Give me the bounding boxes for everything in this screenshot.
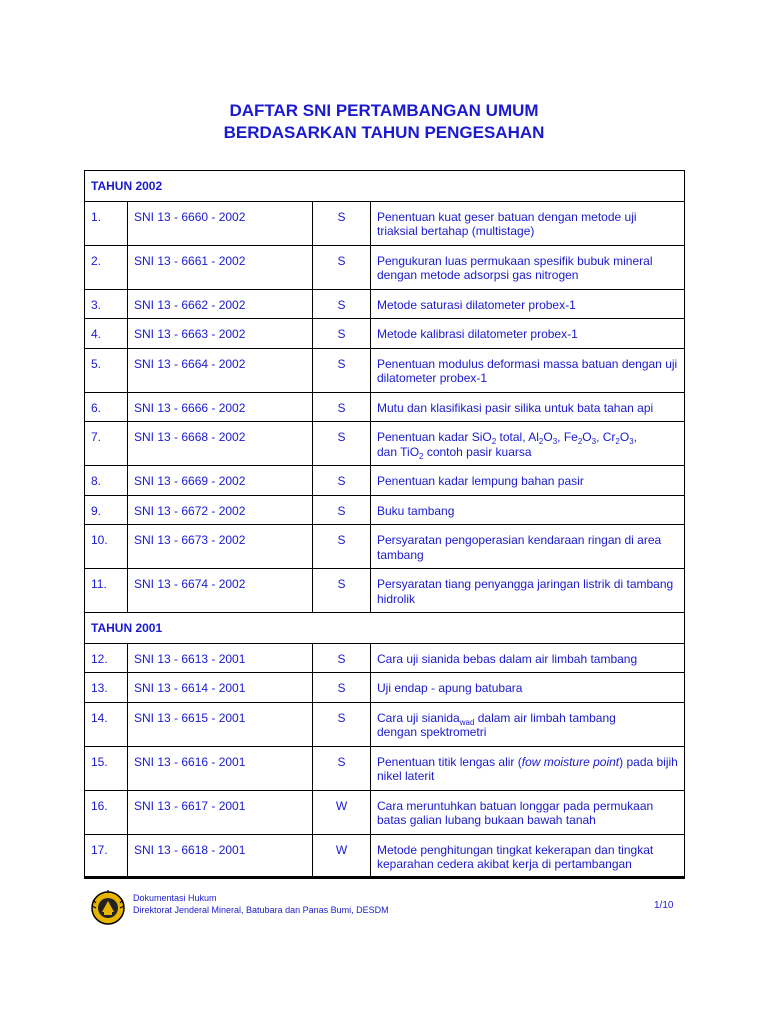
title-line-1: DAFTAR SNI PERTAMBANGAN UMUM: [229, 101, 539, 120]
sni-description: [371, 702, 685, 746]
sni-code: SNI 13 - 6666 - 2002: [128, 392, 313, 422]
row-number: 11.: [85, 569, 128, 613]
sni-code: SNI 13 - 6662 - 2002: [128, 289, 313, 319]
section-heading: TAHUN 2002: [85, 171, 685, 202]
sni-type: S: [313, 525, 371, 569]
table-row: [85, 643, 685, 673]
row-number: 12.: [85, 643, 128, 673]
desc-text: total, Al: [496, 430, 539, 444]
table-row: [85, 348, 685, 392]
sni-code: SNI 13 - 6617 - 2001: [128, 790, 313, 834]
section-header-2002: [85, 171, 685, 202]
row-number: 16.: [85, 790, 128, 834]
row-number: 6.: [85, 392, 128, 422]
section-heading: TAHUN 2001: [85, 613, 685, 644]
sni-code: SNI 13 - 6673 - 2002: [128, 525, 313, 569]
row-number: 8.: [85, 466, 128, 496]
desc-text: contoh pasir kuarsa: [423, 444, 532, 459]
sni-code: SNI 13 - 6615 - 2001: [128, 702, 313, 746]
sni-description: [371, 746, 685, 790]
title-line-2: BERDASARKAN TAHUN PENGESAHAN: [223, 123, 545, 142]
sni-type: S: [313, 643, 371, 673]
desc-text: dan TiO: [377, 444, 420, 459]
footer-department: Dokumentasi Hukum: [133, 893, 217, 903]
table-row: [85, 834, 685, 878]
desc-emphasis: fow moisture point: [521, 754, 620, 769]
sni-description: Pengukuran luas permukaan spesifik bubuk mineral dengan metode adsorpsi gas nitrogen: [371, 245, 685, 289]
row-number: 17.: [85, 834, 128, 878]
table-row: [85, 525, 685, 569]
table-row: [85, 673, 685, 703]
sni-description: Cara meruntuhkan batuan longgar pada permukaan batas galian lubang bukaan bawah tanah: [371, 790, 685, 834]
sni-type: S: [313, 245, 371, 289]
sni-description: Mutu dan klasifikasi pasir silika untuk bata tahan api: [371, 392, 685, 422]
sni-code: SNI 13 - 6663 - 2002: [128, 319, 313, 349]
section-header-2001: [85, 613, 685, 644]
desc-text: O: [543, 430, 553, 444]
desc-subscript: 3: [591, 437, 597, 446]
sni-description: Metode penghitungan tingkat kekerapan dan tingkat keparahan cedera akibat kerja di pertambangan: [371, 834, 685, 878]
row-number: 2.: [85, 245, 128, 289]
table-row: [85, 289, 685, 319]
sni-type: S: [313, 569, 371, 613]
table-row: [85, 746, 685, 790]
sni-description: [371, 422, 685, 466]
desc-text: , Fe: [557, 430, 578, 444]
desc-subscript: 2: [419, 451, 424, 461]
sni-description: Penentuan kuat geser batuan dengan metode uji triaksial bertahap (multistage): [371, 201, 685, 245]
sni-type: W: [313, 834, 371, 878]
desc-text: O: [582, 430, 592, 444]
desc-text: O: [619, 430, 630, 444]
sni-type: S: [313, 319, 371, 349]
sni-type: S: [313, 201, 371, 245]
desc-subscript: 2: [491, 437, 497, 446]
sni-description: Metode saturasi dilatometer probex-1: [371, 289, 685, 319]
page-number: 1/10: [654, 900, 674, 911]
sni-code: SNI 13 - 6616 - 2001: [128, 746, 313, 790]
row-number: 9.: [85, 495, 128, 525]
desc-subscript: 2: [577, 437, 583, 446]
sni-description: Persyaratan pengoperasian kendaraan ringan di area tambang: [371, 525, 685, 569]
sni-description: Persyaratan tiang penyangga jaringan listrik di tambang hidrolik: [371, 569, 685, 613]
sni-type: S: [313, 702, 371, 746]
sni-description: Uji endap - apung batubara: [371, 673, 685, 703]
desc-text: , Cr: [596, 430, 616, 444]
sni-code: SNI 13 - 6672 - 2002: [128, 495, 313, 525]
row-number: 5.: [85, 348, 128, 392]
table-row: [85, 495, 685, 525]
ministry-emblem-icon: [90, 890, 126, 926]
sni-type: S: [313, 348, 371, 392]
table-row: [85, 392, 685, 422]
sni-type: S: [313, 673, 371, 703]
table-row: [85, 422, 685, 466]
row-number: 14.: [85, 702, 128, 746]
footer-divider: [84, 876, 684, 878]
row-number: 1.: [85, 201, 128, 245]
row-number: 10.: [85, 525, 128, 569]
sni-type: S: [313, 466, 371, 496]
desc-text: ) pada bijih nikel laterit: [377, 754, 678, 783]
sni-code: SNI 13 - 6668 - 2002: [128, 422, 313, 466]
sni-description: Metode kalibrasi dilatometer probex-1: [371, 319, 685, 349]
sni-type: S: [313, 746, 371, 790]
sni-code: SNI 13 - 6661 - 2002: [128, 245, 313, 289]
sni-code: SNI 13 - 6618 - 2001: [128, 834, 313, 878]
desc-subscript: 3: [552, 437, 558, 446]
footer-directorate: Direktorat Jenderal Mineral, Batubara dan Panas Bumi, DESDM: [133, 905, 389, 915]
desc-subscript: 2: [615, 437, 620, 446]
desc-text: dalam air limbah tambang: [474, 710, 616, 725]
sni-code: SNI 13 - 6669 - 2002: [128, 466, 313, 496]
sni-code: SNI 13 - 6614 - 2001: [128, 673, 313, 703]
desc-text: Penentuan titik lengas alir (: [377, 754, 522, 769]
row-number: 4.: [85, 319, 128, 349]
desc-subscript: 3: [629, 437, 634, 446]
row-number: 13.: [85, 673, 128, 703]
row-number: 3.: [85, 289, 128, 319]
sni-description: Penentuan modulus deformasi massa batuan dengan uji dilatometer probex-1: [371, 348, 685, 392]
table-row: [85, 702, 685, 746]
desc-text: dengan spektrometri: [377, 725, 487, 739]
sni-code: SNI 13 - 6660 - 2002: [128, 201, 313, 245]
desc-text: ,: [633, 430, 638, 444]
sni-type: S: [313, 392, 371, 422]
row-number: 7.: [85, 422, 128, 466]
sni-description: Cara uji sianida bebas dalam air limbah tambang: [371, 643, 685, 673]
table-row: [85, 319, 685, 349]
desc-subscript: 2: [538, 437, 544, 446]
table-row: [85, 245, 685, 289]
table-row: [85, 466, 685, 496]
desc-text: Cara uji sianida: [377, 710, 460, 725]
desc-text: Penentuan kadar SiO: [377, 430, 492, 444]
sni-description: Buku tambang: [371, 495, 685, 525]
sni-code: SNI 13 - 6674 - 2002: [128, 569, 313, 613]
sni-type: W: [313, 790, 371, 834]
sni-table: [84, 170, 685, 879]
sni-code: SNI 13 - 6613 - 2001: [128, 643, 313, 673]
sni-type: S: [313, 289, 371, 319]
table-row: [85, 569, 685, 613]
table-row: [85, 201, 685, 245]
sni-code: SNI 13 - 6664 - 2002: [128, 348, 313, 392]
row-number: 15.: [85, 746, 128, 790]
sni-type: S: [313, 422, 371, 466]
sni-type: S: [313, 495, 371, 525]
document-title: [0, 100, 768, 144]
sni-description: Penentuan kadar lempung bahan pasir: [371, 466, 685, 496]
table-row: [85, 790, 685, 834]
desc-subscript: wad: [459, 717, 475, 727]
